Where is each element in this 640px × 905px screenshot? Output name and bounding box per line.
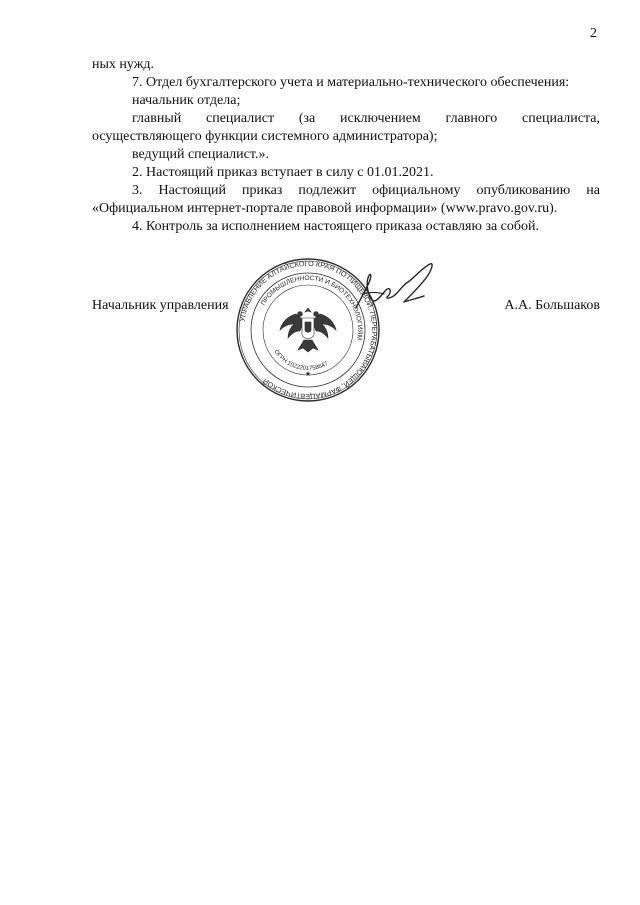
seal-ogrn-text: ОГРН 1022201758647 bbox=[272, 349, 330, 373]
signatory-name: А.А. Большаков bbox=[504, 298, 600, 313]
seal-outer-text: УПРАВЛЕНИЕ АЛТАЙСКОГО КРАЯ ПО ПИЩЕВОЙ, ПЕРЕРАБАТЫВАЮЩЕЙ, ФАРМАЦЕВТИЧЕСКОЙ bbox=[237, 258, 380, 402]
signatory-position: Начальник управления bbox=[92, 298, 229, 313]
handwritten-signature bbox=[348, 256, 448, 326]
page-number: 2 bbox=[590, 26, 597, 41]
svg-text:★: ★ bbox=[304, 371, 312, 378]
paragraph-item-2: 2. Настоящий приказ вступает в силу с 01.01.2021. bbox=[132, 165, 434, 180]
paragraph-item-3: 3. Настоящий приказ подлежит официальному опубликованию на «Официальном интернет-портале правовой информации» (www.pravo.gov.ru). bbox=[92, 183, 600, 216]
svg-text:ОГРН 1022201758647 bbox=[273, 349, 330, 372]
paragraph-item-7-sub-3: ведущий специалист.». bbox=[132, 147, 269, 162]
double-headed-eagle-emblem-icon bbox=[280, 308, 336, 352]
seal-inner-text: ПРОМЫШЛЕННОСТИ И БИОТЕХНОЛОГИЯМ bbox=[259, 274, 364, 341]
paragraph-item-7-sub-1: начальник отдела; bbox=[132, 93, 241, 108]
paragraph-item-7: 7. Отдел бухгалтерского учета и материально-технического обеспечения: bbox=[132, 75, 570, 90]
document-body bbox=[92, 56, 600, 236]
paragraph-item-4: 4. Контроль за исполнением настоящего приказа оставляю за собой. bbox=[132, 219, 540, 234]
paragraph-intro: ных нужд. bbox=[92, 57, 155, 72]
paragraph-item-7-sub-2: главный специалист (за исключением главного специалиста, осуществляющего функции системного администратора); bbox=[92, 111, 600, 144]
